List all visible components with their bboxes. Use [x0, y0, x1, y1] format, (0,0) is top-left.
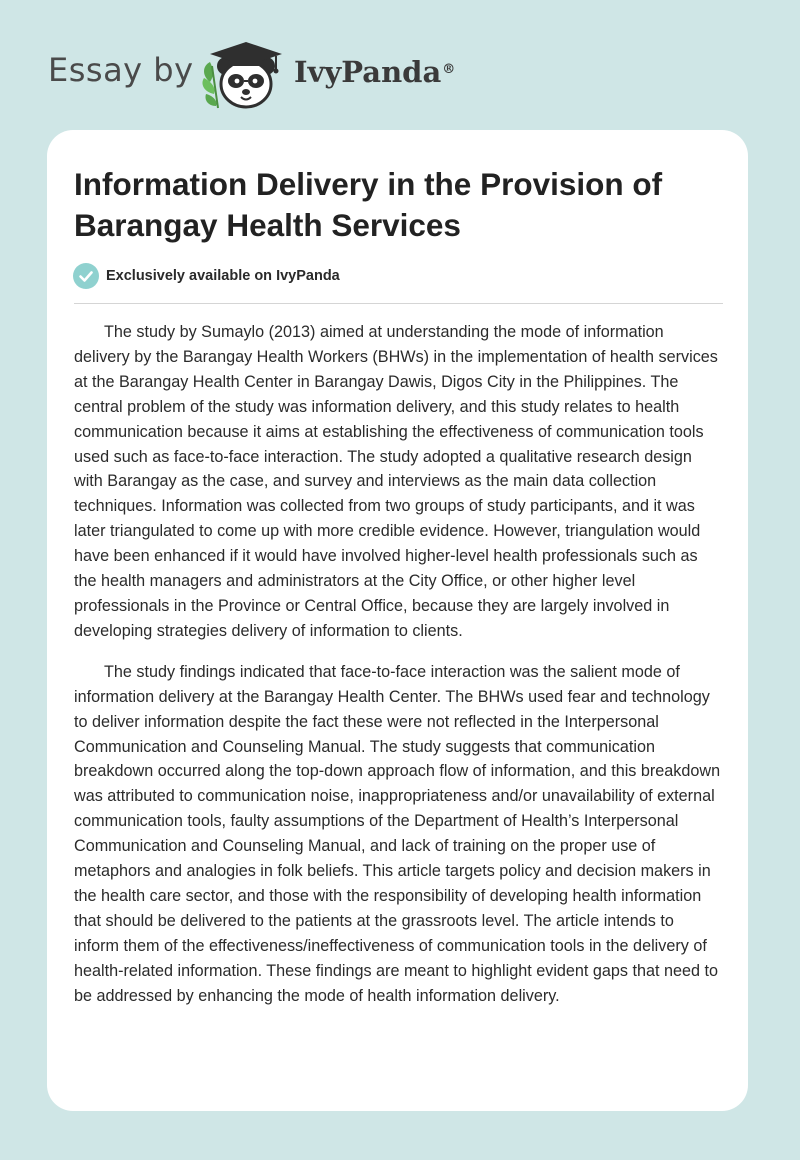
- article-body: [74, 320, 722, 1024]
- essay-by-label: Essay by: [48, 51, 194, 89]
- panda-graduate-icon[interactable]: [196, 36, 292, 110]
- article-title: Information Delivery in the Provision of Barangay Health Services: [74, 166, 663, 243]
- exclusive-label: Exclusively available on IvyPanda: [106, 268, 340, 284]
- brand-name-text: IvyPanda: [294, 55, 442, 89]
- brand-name[interactable]: [294, 52, 455, 92]
- divider: [74, 303, 723, 304]
- article-card: [47, 130, 748, 1111]
- exclusive-badge: [73, 263, 340, 289]
- site-header: [0, 0, 800, 130]
- article-paragraph: The study findings indicated that face-to-face interaction was the salient mode of information delivery at the Barangay Health Center. The BHWs used fear and technology to deliver information despite the fact these were not reflected in the Interpersonal Communication and Counseling Manual. The study suggests that communication breakdown occurred along the top-down approach flow of information, and this breakdown was attributed to communication noise, inappropriateness and/or unavailability of external communication tools, faulty assumptions of the Department of Health’s Interpersonal Communication and Counseling Manual, and lack of training on the proper use of metaphors and analogies in folk beliefs. This article targets policy and decision makers in the health care sector, and those with the responsibility of developing health information that should be delivered to the patients at the grassroots level. The article intends to inform them of the effectiveness/ineffectiveness of communication tools in the delivery of health-related information. These findings are meant to highlight evident gaps that need to be addressed by enhancing the mode of health information delivery.: [74, 662, 721, 1005]
- check-circle-icon: [73, 263, 99, 289]
- article-paragraph: The study by Sumaylo (2013) aimed at understanding the mode of information delivery by the Barangay Health Workers (BHWs) in the implementation of health services at the Barangay Health Center in Barangay Dawis, Digos City in the Philippines. The central problem of the study was information delivery, and this study relates to health communication because it aims at establishing the effectiveness of communication tools used such as face-to-face interaction. The study adopted a qualitative research design with Barangay as the case, and survey and interviews as the main data collection techniques. Information was collected from two groups of study participants, and it was later triangulated to come up with more credible evidence. However, triangulation would have been enhanced if it would have involved higher-level health professionals such as the health managers and administrators at the City Office, or other higher level professionals in the Province or Central Office, because they are largely involved in developing strategies delivery of information to clients.: [74, 323, 718, 640]
- registered-mark: ®: [442, 62, 456, 77]
